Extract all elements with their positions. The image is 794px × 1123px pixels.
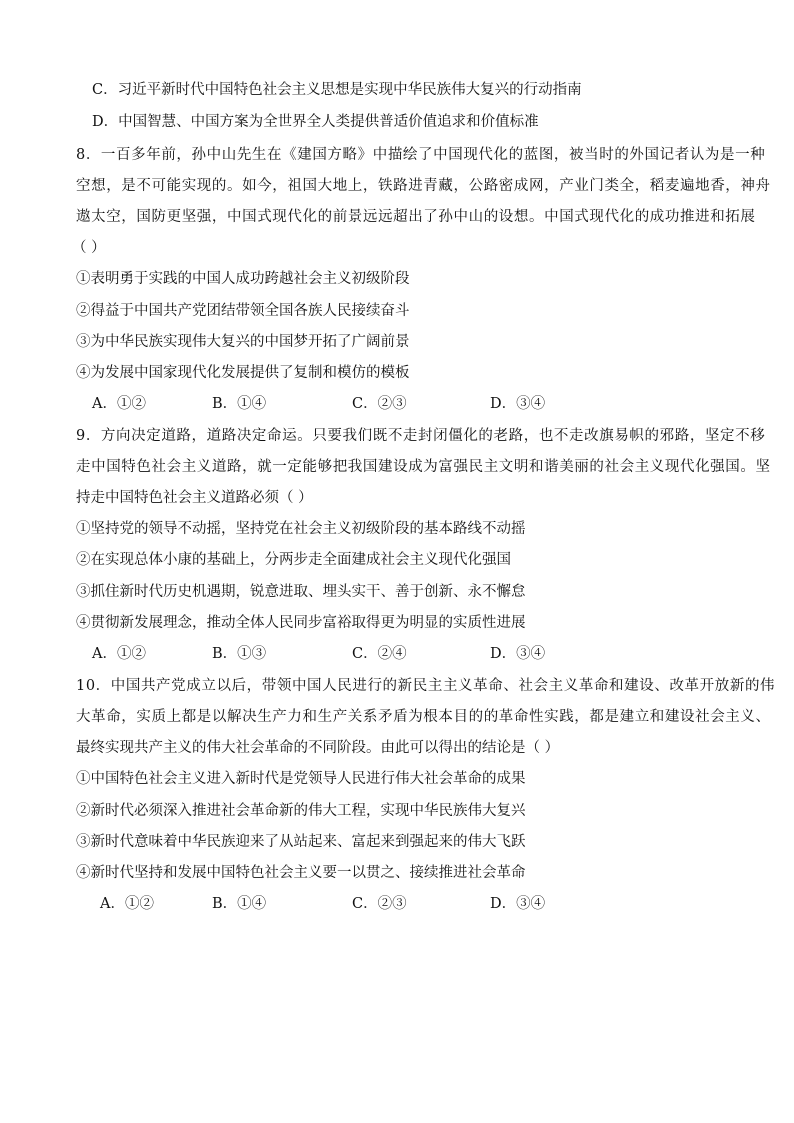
question-8-stem-line-3: 遨太空，国防更坚强，中国式现代化的前景远远超出了孙中山的设想。中国式现代化的成功推进和拓展 — [76, 209, 756, 225]
question-10-option-d[interactable]: D．③④ — [490, 896, 546, 912]
question-10-stem-line-3: 最终实现共产主义的伟大社会革命的不同阶段。由此可以得出的结论是（ ） — [76, 740, 560, 756]
question-9-statement-4: ④贯彻新发展理念，推动全体人民同步富裕取得更为明显的实质性进展 — [76, 615, 526, 631]
question-9-option-c[interactable]: C．②④ — [352, 646, 407, 662]
question-8-option-b[interactable]: B．①④ — [212, 396, 267, 412]
question-10-statement-3: ③新时代意味着中华民族迎来了从站起来、富起来到强起来的伟大飞跃 — [76, 834, 526, 850]
question-9-option-a[interactable]: A．①② — [92, 646, 146, 662]
question-8-answer-blank: （ ） — [72, 240, 106, 256]
question-10-stem-line-2: 大革命，实质上都是以解决生产力和生产关系矛盾为根本目的的革命性实践，都是建立和建设社会主义、 — [76, 709, 771, 725]
question-10-option-c[interactable]: C．②③ — [352, 896, 407, 912]
question-8-statement-4: ④为发展中国家现代化发展提供了复制和模仿的模板 — [76, 365, 410, 381]
question-10-stem-line-1: 10．中国共产党成立以后，带领中国人民进行的新民主主义革命、社会主义革命和建设、改革开放新的伟 — [76, 678, 776, 694]
question-8-option-c[interactable]: C．②③ — [352, 396, 407, 412]
option-c-text: C．习近平新时代中国特色社会主义思想是实现中华民族伟大复兴的行动指南 — [92, 82, 582, 98]
question-8-statement-3: ③为中华民族实现伟大复兴的中国梦开拓了广阔前景 — [76, 334, 410, 350]
question-8-option-a[interactable]: A．①② — [92, 396, 146, 412]
question-10-option-b[interactable]: B．①④ — [212, 896, 267, 912]
question-8-stem-line-2: 空想，是不可能实现的。如今，祖国大地上，铁路进青藏，公路密成网，产业门类全，稻麦遍地香，神舟 — [76, 178, 771, 194]
question-10-statement-2: ②新时代必须深入推进社会革命新的伟大工程，实现中华民族伟大复兴 — [76, 803, 526, 819]
question-10-statement-1: ①中国特色社会主义进入新时代是党领导人民进行伟大社会革命的成果 — [76, 771, 526, 787]
question-8-stem-line-1: 8．一百多年前，孙中山先生在《建国方略》中描绘了中国现代化的蓝图，被当时的外国记者认为是一种 — [76, 147, 766, 163]
question-9-stem-line-3: 持走中国特色社会主义道路必须（ ） — [76, 490, 313, 506]
option-d-text: D．中国智慧、中国方案为全世界全人类提供普适价值追求和价值标准 — [92, 114, 539, 130]
question-8-option-d[interactable]: D．③④ — [490, 396, 546, 412]
question-9-stem-line-1: 9．方向决定道路，道路决定命运。只要我们既不走封闭僵化的老路，也不走改旗易帜的邪路，坚定不移 — [76, 428, 766, 444]
question-8-statement-1: ①表明勇于实践的中国人成功跨越社会主义初级阶段 — [76, 271, 410, 287]
question-9-statement-2: ②在实现总体小康的基础上，分两步走全面建成社会主义现代化强国 — [76, 552, 511, 568]
question-9-option-b[interactable]: B．①③ — [212, 646, 267, 662]
question-9-option-d[interactable]: D．③④ — [490, 646, 546, 662]
question-9-statement-3: ③抓住新时代历史机遇期，锐意进取、埋头实干、善于创新、永不懈怠 — [76, 584, 526, 600]
question-9-statement-1: ①坚持党的领导不动摇，坚持党在社会主义初级阶段的基本路线不动摇 — [76, 521, 526, 537]
question-10-option-a[interactable]: A．①② — [100, 896, 154, 912]
question-9-stem-line-2: 走中国特色社会主义道路，就一定能够把我国建设成为富强民主文明和谐美丽的社会主义现代化强国。坚 — [76, 459, 771, 475]
question-10-statement-4: ④新时代坚持和发展中国特色社会主义要一以贯之、接续推进社会革命 — [76, 865, 526, 881]
question-8-statement-2: ②得益于中国共产党团结带领全国各族人民接续奋斗 — [76, 303, 410, 319]
